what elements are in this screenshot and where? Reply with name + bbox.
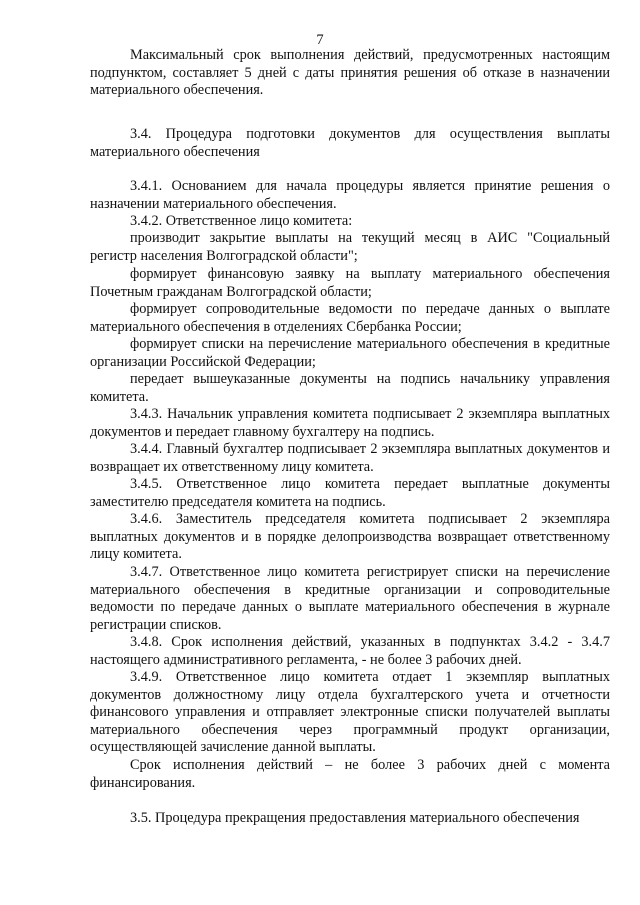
list-item-close-payment: производит закрытие выплаты на текущий месяц в АИС "Социальный регистр населения Волгоградской области"; [90, 230, 610, 264]
paragraph-3-4-7: 3.4.7. Ответственное лицо комитета регистрирует списки на перечисление материального обеспечения в кредитные организации и сопроводительные ведомости по передаче данных о выплате материального обеспечения в журнале регистрации списков. [90, 564, 610, 633]
list-item-statements: формирует сопроводительные ведомости по передаче данных о выплате материального обеспечения в отделениях Сбербанка России; [90, 301, 610, 335]
paragraph-3-4-5: 3.4.5. Ответственное лицо комитета передает выплатные документы заместителю председателя комитета на подпись. [90, 476, 610, 510]
list-item-transfer-lists: формирует списки на перечисление материального обеспечения в кредитные организации Российской Федерации; [90, 336, 610, 370]
section-heading-3-5: 3.5. Процедура прекращения предоставления материального обеспечения [130, 810, 580, 826]
paragraph-3-4-9: 3.4.9. Ответственное лицо комитета отдает 1 экземпляр выплатных документов должностному лицу отдела бухгалтерского учета и отчетности финансового управления и отправляет электронные списки получателей выплаты материального обеспечения через программный продукт организации, осуществляющей зачисление данной выплаты. [90, 669, 610, 756]
paragraph-3-4-1: 3.4.1. Основанием для начала процедуры является принятие решения о назначении материального обеспечения. [90, 178, 610, 212]
paragraph-3-4-6: 3.4.6. Заместитель председателя комитета подписывает 2 экземпляра выплатных документов и в порядке делопроизводства возвращает ответственному лицу комитета. [90, 511, 610, 563]
paragraph-3-4-8: 3.4.8. Срок исполнения действий, указанных в подпунктах 3.4.2 - 3.4.7 настоящего административного регламента, - не более 3 рабочих дней. [90, 634, 610, 668]
page-number: 7 [316, 32, 324, 48]
paragraph-3-4-4: 3.4.4. Главный бухгалтер подписывает 2 экземпляра выплатных документов и возвращает их ответственному лицу комитета. [90, 441, 610, 475]
list-item-submit-signature: передает вышеуказанные документы на подпись начальнику управления комитета. [90, 371, 610, 405]
paragraph-3-4-3: 3.4.3. Начальник управления комитета подписывает 2 экземпляра выплатных документов и передает главному бухгалтеру на подпись. [90, 406, 610, 440]
paragraph-deadline: Срок исполнения действий – не более 3 рабочих дней с момента финансирования. [90, 757, 610, 791]
list-item-financial-request: формирует финансовую заявку на выплату материального обеспечения Почетным гражданам Волгоградской области; [90, 266, 610, 300]
paragraph-3-4-2: 3.4.2. Ответственное лицо комитета: [130, 213, 353, 229]
section-heading-3-4: 3.4. Процедура подготовки документов для осуществления выплаты материального обеспечения [90, 126, 610, 160]
paragraph-max-term: Максимальный срок выполнения действий, предусмотренных настоящим подпунктом, составляет 5 дней с даты принятия решения об отказе в назначении материального обеспечения. [90, 47, 610, 99]
